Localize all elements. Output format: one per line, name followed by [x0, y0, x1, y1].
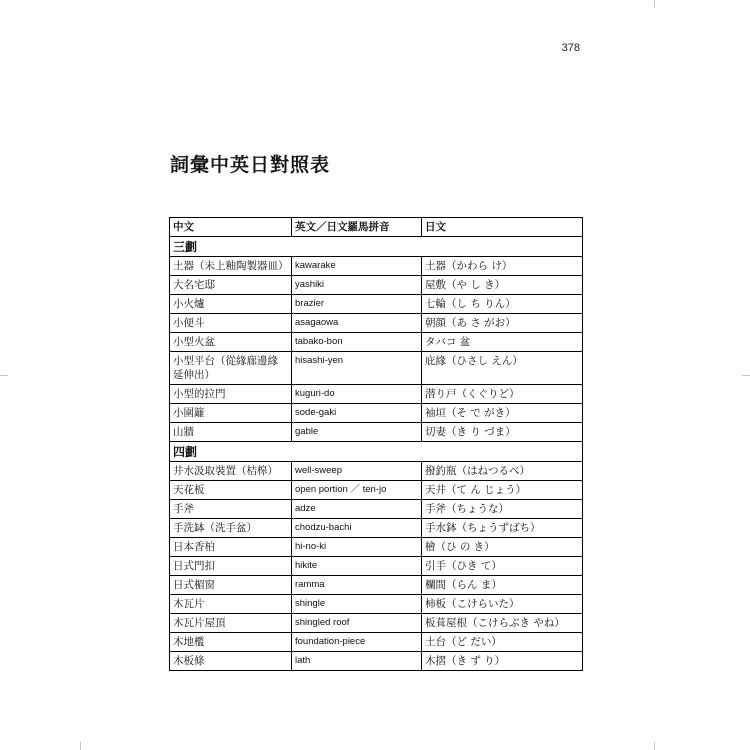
table-row [170, 538, 583, 557]
table-row [170, 276, 583, 295]
cell-japanese: 引手（ひき て） [422, 557, 583, 576]
cell-romaji: tabako-bon [292, 333, 422, 352]
cell-japanese: 手斧（ちょうな） [422, 500, 583, 519]
table-row [170, 295, 583, 314]
section-heading: 四劃 [170, 442, 583, 462]
cell-chinese: 木地檻 [170, 633, 292, 652]
cell-romaji: chodzu-bachi [292, 519, 422, 538]
cell-chinese: 山牆 [170, 423, 292, 442]
cell-japanese: 手水鉢（ちょうずばち） [422, 519, 583, 538]
cell-romaji: lath [292, 652, 422, 671]
cell-chinese: 大名宅邸 [170, 276, 292, 295]
cell-japanese: 木摺（き ず り） [422, 652, 583, 671]
column-header-romaji: 英文／日文羅馬拼音 [292, 218, 422, 237]
cell-romaji: adze [292, 500, 422, 519]
cell-japanese: 柿板（こけらいた） [422, 595, 583, 614]
table-row [170, 614, 583, 633]
table-row [170, 423, 583, 442]
cell-chinese: 木板條 [170, 652, 292, 671]
cell-romaji: foundation-piece [292, 633, 422, 652]
cell-romaji: gable [292, 423, 422, 442]
cell-chinese: 小便斗 [170, 314, 292, 333]
cell-japanese: 切妻（き り づま） [422, 423, 583, 442]
cell-japanese: 屋敷（や し き） [422, 276, 583, 295]
cell-chinese: 木瓦片 [170, 595, 292, 614]
glossary-table [169, 217, 583, 671]
crop-mark [742, 375, 750, 376]
section-heading-row [170, 442, 583, 462]
table-row [170, 500, 583, 519]
cell-romaji: shingled roof [292, 614, 422, 633]
cell-chinese: 日式楣窗 [170, 576, 292, 595]
cell-japanese: 土器（かわら け） [422, 257, 583, 276]
cell-chinese: 天花板 [170, 481, 292, 500]
cell-japanese: 天井（て ん じょう） [422, 481, 583, 500]
column-header-japanese: 日文 [422, 218, 583, 237]
table-row [170, 519, 583, 538]
section-heading-row [170, 237, 583, 257]
crop-mark [654, 742, 655, 750]
table-row [170, 385, 583, 404]
crop-mark [0, 375, 8, 376]
cell-chinese: 小型火盆 [170, 333, 292, 352]
cell-japanese: 朝顔（あ さ がお） [422, 314, 583, 333]
cell-japanese: 庇緣（ひさし えん） [422, 352, 583, 385]
cell-romaji: yashiki [292, 276, 422, 295]
table-row [170, 257, 583, 276]
cell-romaji: hikite [292, 557, 422, 576]
table-row [170, 333, 583, 352]
cell-romaji: brazier [292, 295, 422, 314]
cell-japanese: 欄間（らん ま） [422, 576, 583, 595]
table-row [170, 652, 583, 671]
crop-mark [80, 742, 81, 750]
cell-romaji: kuguri-do [292, 385, 422, 404]
table-row [170, 352, 583, 385]
cell-romaji: open portion ／ ten-jo [292, 481, 422, 500]
table-row [170, 576, 583, 595]
cell-chinese: 土器（未上釉陶製器皿） [170, 257, 292, 276]
cell-romaji: well-sweep [292, 462, 422, 481]
cell-chinese: 日式門扣 [170, 557, 292, 576]
cell-chinese: 日本香柏 [170, 538, 292, 557]
cell-romaji: asagaowa [292, 314, 422, 333]
cell-chinese: 手洗缽（洗手盆） [170, 519, 292, 538]
section-heading: 三劃 [170, 237, 583, 257]
cell-romaji: sode-gaki [292, 404, 422, 423]
cell-japanese: 檜（ひ の き） [422, 538, 583, 557]
cell-romaji: hi-no-ki [292, 538, 422, 557]
table-row [170, 462, 583, 481]
cell-chinese: 井水汲取裝置（桔槔） [170, 462, 292, 481]
cell-chinese: 手斧 [170, 500, 292, 519]
cell-chinese: 小火爐 [170, 295, 292, 314]
page-title: 詞彙中英日對照表 [170, 154, 331, 176]
cell-japanese: 土台（ど だい） [422, 633, 583, 652]
page-number: 378 [561, 42, 580, 54]
cell-japanese: タバコ 盆 [422, 333, 583, 352]
cell-japanese: 袖垣（そ で がき） [422, 404, 583, 423]
cell-romaji: ramma [292, 576, 422, 595]
cell-romaji: hisashi-yen [292, 352, 422, 385]
table-row [170, 404, 583, 423]
cell-romaji: kawarake [292, 257, 422, 276]
cell-romaji: shingle [292, 595, 422, 614]
cell-japanese: 板葺屋根（こけらぶき やね） [422, 614, 583, 633]
cell-chinese: 小圍籬 [170, 404, 292, 423]
table-row [170, 481, 583, 500]
glossary-body [170, 237, 583, 671]
cell-japanese: 七輪（し ち りん） [422, 295, 583, 314]
cell-japanese: 潜り戸（くぐりど） [422, 385, 583, 404]
column-header-chinese: 中文 [170, 218, 292, 237]
cell-japanese: 撥釣瓶（はねつるべ） [422, 462, 583, 481]
crop-mark [654, 0, 655, 8]
table-row [170, 314, 583, 333]
cell-chinese: 小型平台（從緣廊邊緣延伸出） [170, 352, 292, 385]
table-header-row [170, 218, 583, 237]
cell-chinese: 小型的拉門 [170, 385, 292, 404]
table-row [170, 557, 583, 576]
table-row [170, 633, 583, 652]
table-row [170, 595, 583, 614]
cell-chinese: 木瓦片屋頂 [170, 614, 292, 633]
